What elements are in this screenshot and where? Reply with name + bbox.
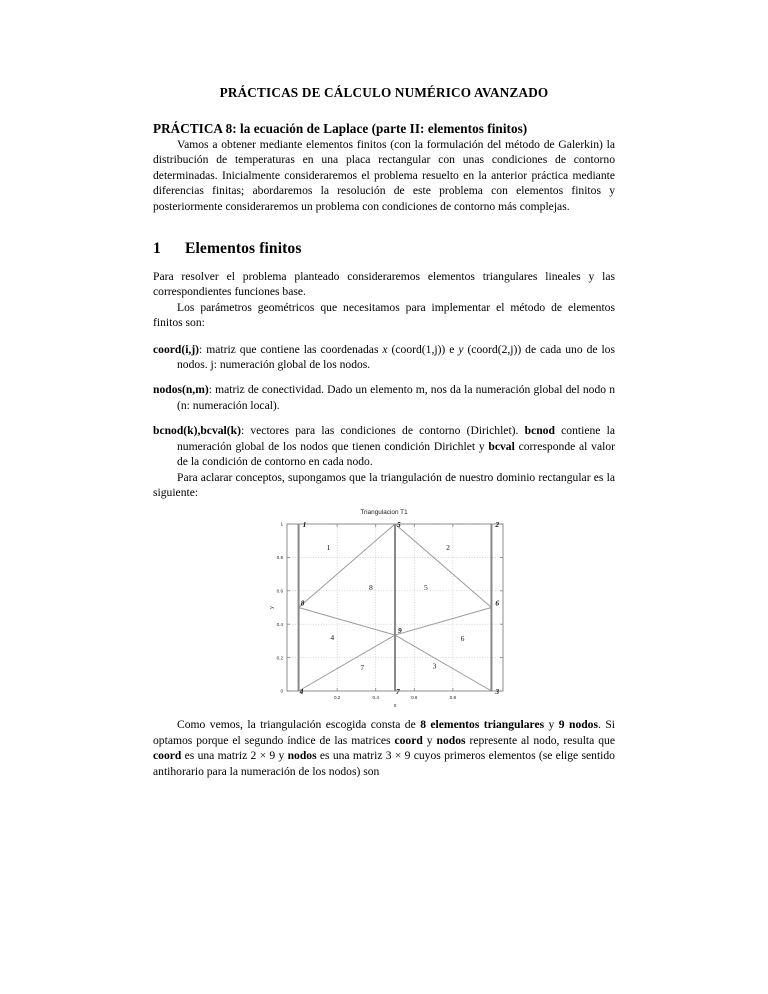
after-bold-nodos-count: 9 nodos [558,718,598,732]
definition-bold-bcnod: bcnod [524,424,555,438]
node-label: 3 [495,687,500,697]
mesh-edge [299,608,395,636]
after-seg-3: . Si optamos porque el segundo índice de las matrices [153,718,615,747]
node-label: 4 [299,687,304,697]
figure-title: Triangulacion T1 [360,509,408,517]
after-bold-nodos-2: nodos [287,749,317,763]
x-tick-label: 0.2 [333,695,341,701]
section-title: Elementos finitos [185,240,302,258]
math-var-x: x [382,342,388,356]
definition-text-coord-1: : matriz que contiene las coordenadas [199,342,383,356]
math-var-y: y [458,342,464,356]
x-tick-label: 0.8 [449,695,457,701]
mesh-edge [395,608,491,636]
x-tick-label: 0.4 [372,695,379,701]
mesh-edge [395,524,491,608]
element-label: 6 [460,634,465,644]
node-label: 1 [302,520,307,530]
definition-text-nodos-1: : matriz de conectividad. Dado un elemento m, nos da la numeración global del nodo n (n: numeración local). [177,383,615,412]
y-tick-label: 0.4 [276,622,283,628]
definition-text-coord-2: (coord(1,j)) e [387,342,459,356]
mesh-edge [299,635,395,691]
y-tick-label: 1 [280,522,283,528]
y-tick-label: 0 [280,689,283,695]
page-title: PRÁCTICAS DE CÁLCULO NUMÉRICO AVANZADO [219,85,549,100]
y-tick-label: 0.6 [276,588,283,594]
node-label: 8 [300,598,305,608]
definition-coord [153,342,615,373]
after-seg-7: es una matriz 3 × 9 cuyos primeros elementos (se elige sentido antihorario para la numeración de los nodos) son [153,749,615,778]
definition-text-coord-3: (coord(2,j)) de cada uno de los nodos. j: numeración global de los nodos. [177,342,615,372]
node-label: 9 [398,626,402,636]
definition-term-nodos: nodos(n,m) [153,383,209,397]
definition-term-bcnod-bcval: bcnod(k),bcval(k) [153,424,241,438]
element-label: 3 [432,661,437,671]
node-label: 2 [495,520,500,530]
intro-paragraph: Vamos a obtener mediante elementos finitos (con la formulación del método de Galerkin) la distribución de temperaturas en una placa rectangular con unas condiciones de contorno determinadas. Inicialmente consideraremos el problema resuelto en la anterior práctica mediante diferencias finitas; abordaremos la resolución de este problema con elementos finitos y posteriormente consideraremos un problema con condiciones de contorno más complejas. [153,138,615,213]
element-label: 5 [423,583,428,593]
after-seg-4: y [422,733,437,747]
triangulation-plot [253,509,515,717]
after-seg-5: represente al nodo, resulta que [465,733,615,747]
triangulation-figure [253,509,515,717]
y-axis-label: y [269,606,275,610]
paragraph-after-figure [153,717,615,779]
parameter-definition-list [153,342,615,470]
after-seg-1: Como vemos, la triangulación escogida consta de [177,718,421,732]
section-paragraph-2: Los parámetros geométricos que necesitamos para implementar el método de elementos finitos son: [153,300,615,330]
x-tick-label: 0.6 [411,695,418,701]
after-bold-coord-1: coord [394,733,423,747]
after-bold-nodos-1: nodos [436,733,466,747]
definition-text-bc-1: : vectores para las condiciones de contorno (Dirichlet). [240,424,525,438]
element-label: 1 [326,543,331,553]
after-bold-coord-2: coord [153,749,182,763]
section-heading [153,240,615,258]
definition-term-coord: coord(i,j) [153,342,200,356]
definition-bold-bcval: bcval [488,439,515,453]
paragraph-before-figure: Para aclarar conceptos, supongamos que la triangulación de nuestro dominio rectangular es la siguiente: [153,470,615,499]
element-label: 8 [368,583,373,593]
node-label: 6 [495,598,500,608]
document-content [153,0,615,779]
section-number: 1 [153,240,161,258]
definition-text-bc-3: corresponde al valor de la condición de contorno en cada nodo. [177,439,615,469]
definition-nodos [153,382,615,413]
y-tick-label: 0.2 [276,655,283,661]
after-bold-elementos: 8 elementos triangulares [420,718,545,732]
practice-subtitle: PRÁCTICA 8: la ecuación de Laplace (parte II: elementos finitos) [153,121,528,136]
mesh-edge [395,635,491,691]
element-label: 7 [360,663,365,673]
after-seg-6: es una matriz 2 × 9 y [181,749,288,763]
element-label: 2 [446,543,450,553]
node-label: 5 [397,520,401,530]
element-label: 4 [330,633,335,643]
definition-text-bc-2: contiene la numeración global de los nodos que tienen condición Dirichlet y [177,424,615,453]
mesh-edge [299,524,395,608]
definition-bcnod-bcval [153,423,615,469]
triangulation-figure-container [153,509,615,717]
y-tick-label: 0.8 [276,555,283,561]
section-paragraph-1: Para resolver el problema planteado consideraremos elementos triangulares lineales y las correspondientes funciones base. [153,270,615,299]
x-axis-label: x [393,703,397,710]
node-label: 7 [396,687,400,697]
after-seg-2: y [544,718,559,732]
